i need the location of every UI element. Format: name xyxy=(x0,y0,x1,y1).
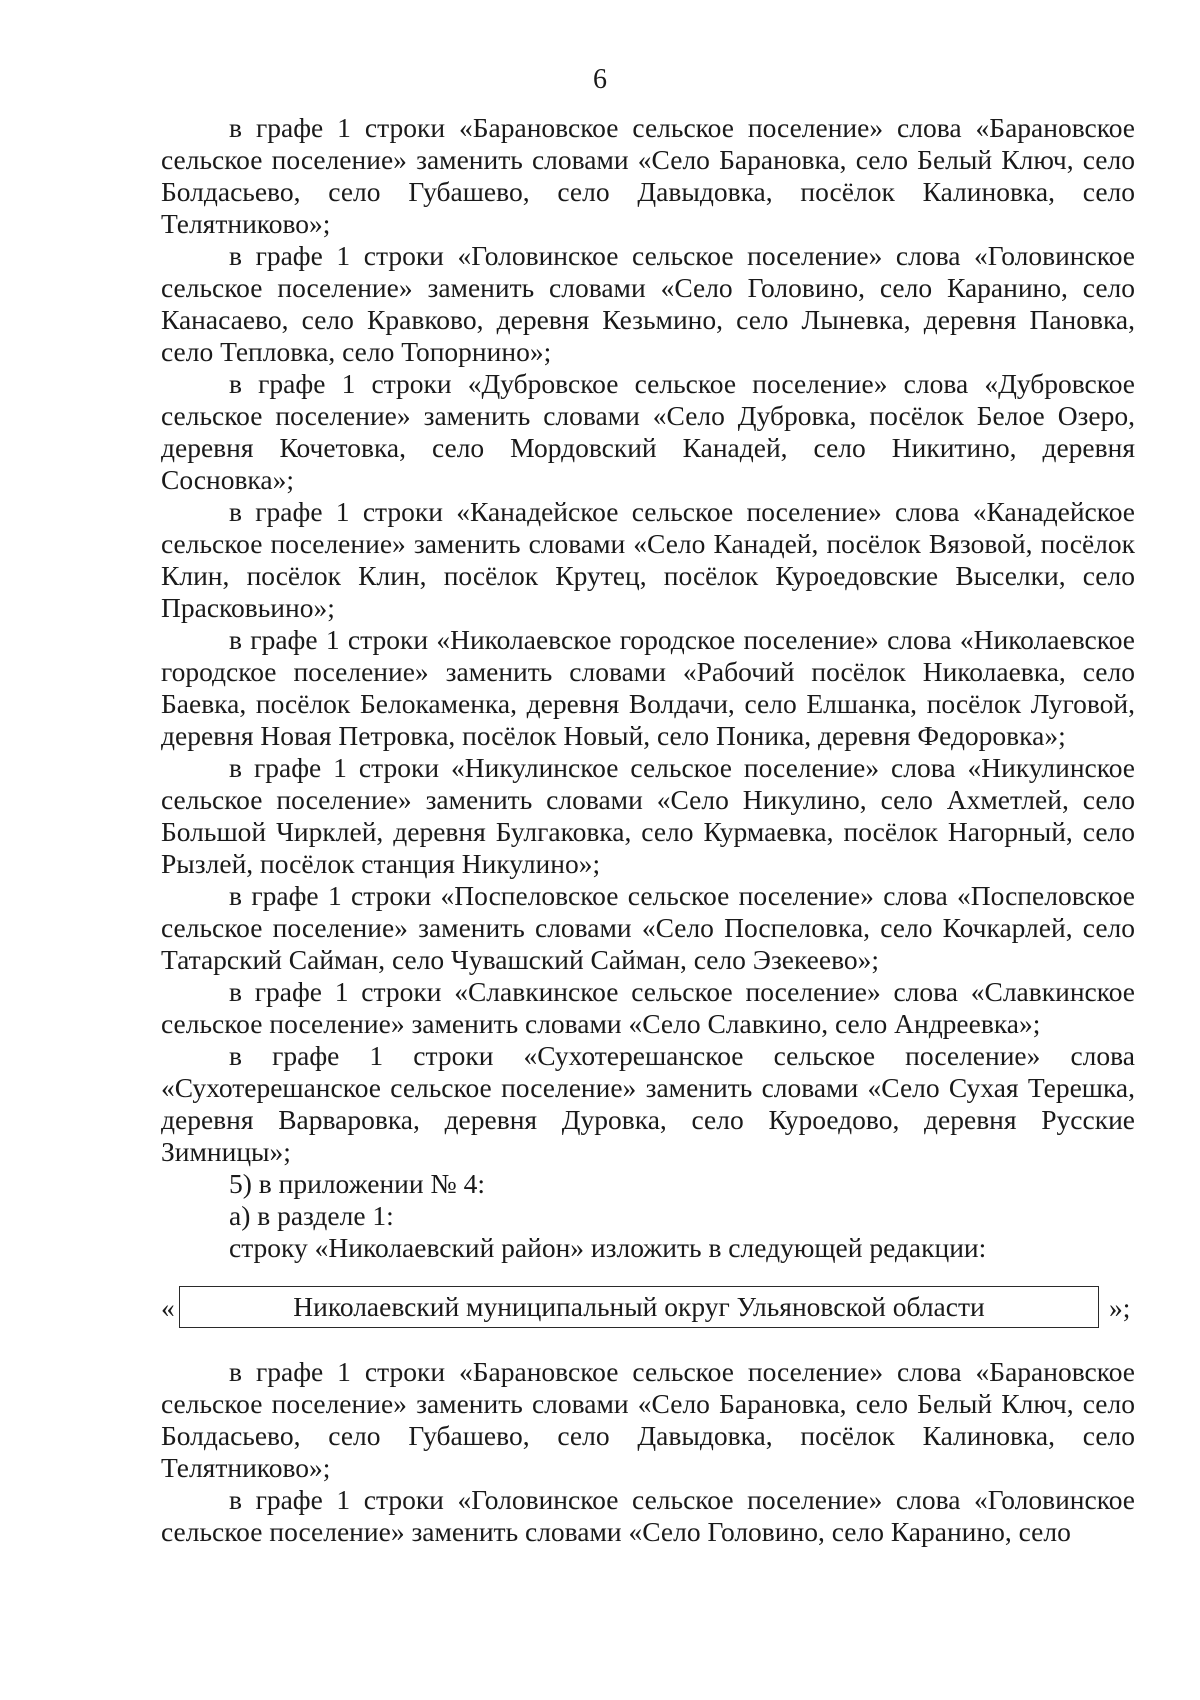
paragraph-baranovskoe: в графе 1 строки «Барановское сельское поселение» слова «Барановское сельское поселение» заменить словами «Село Барановка, село Белый Ключ, село Болдасьево, село Губашево, село Давыдовка, посёлок Калиновка, село Телятниково»; xyxy=(161,112,1135,239)
paragraph-nikulinskoe: в графе 1 строки «Никулинское сельское поселение» слова «Никулинское сельское поселение» заменить словами «Село Никулино, село Ахметлей, село Большой Чирклей, деревня Булгаковка, село Курмаевка, посёлок Нагорный, село Рызлей, посёлок станция Никулино»; xyxy=(161,752,1135,879)
boxed-table-row xyxy=(161,1286,1135,1334)
paragraph-kanadeyskoe: в графе 1 строки «Канадейское сельское поселение» слова «Канадейское сельское поселение» заменить словами «Село Канадей, посёлок Вязовой, посёлок Клин, посёлок Клин, посёлок Крутец, посёлок Куроедовские Выселки, село Прасковьино»; xyxy=(161,496,1135,623)
paragraph-baranovskoe-section: в графе 1 строки «Барановское сельское поселение» слова «Барановское сельское поселение» заменить словами «Село Барановка, село Белый Ключ, село Болдасьево, село Губашево, село Давыдовка, посёлок Калиновка, село Телятниково»; xyxy=(161,1356,1135,1483)
paragraph-nikolaevskoe: в графе 1 строки «Николаевское городское поселение» слова «Николаевское городское поселение» заменить словами «Рабочий посёлок Николаевка, село Баевка, посёлок Белокаменка, деревня Волдачи, село Елшанка, посёлок Луговой, деревня Новая Петровка, посёлок Новый, село Поника, деревня Федоровка»; xyxy=(161,624,1135,751)
paragraph-sukhotereshanskoe: в графе 1 строки «Сухотерешанское сельское поселение» слова «Сухотерешанское сельское поселение» заменить словами «Село Сухая Терешка, деревня Варваровка, деревня Дуровка, село Куроедово, деревня Русские Зимницы»; xyxy=(161,1040,1135,1167)
close-quote: »; xyxy=(1109,1292,1131,1323)
page-number: 6 xyxy=(593,64,607,95)
document-body xyxy=(161,112,1135,1548)
item-row-instruction: строку «Николаевский район» изложить в следующей редакции: xyxy=(229,1232,987,1263)
paragraph-golovinskoe-section: в графе 1 строки «Головинское сельское поселение» слова «Головинское сельское поселение» заменить словами «Село Головино, село Каранино, село xyxy=(161,1484,1135,1547)
open-quote: « xyxy=(161,1292,175,1323)
item-appendix-4: 5) в приложении № 4: xyxy=(229,1168,485,1199)
boxed-table-cell: Николаевский муниципальный округ Ульяновской области xyxy=(179,1286,1099,1328)
item-section-1: а) в разделе 1: xyxy=(229,1200,394,1231)
paragraph-golovinskoe: в графе 1 строки «Головинское сельское поселение» слова «Головинское сельское поселение» заменить словами «Село Головино, село Каранино, село Канасаево, село Кравково, деревня Кезьмино, село Лыневка, деревня Пановка, село Тепловка, село Топорнино»; xyxy=(161,240,1135,367)
paragraph-slavkinskoe: в графе 1 строки «Славкинское сельское поселение» слова «Славкинское сельское поселение» заменить словами «Село Славкино, село Андреевка»; xyxy=(161,976,1135,1039)
paragraph-pospelovskoe: в графе 1 строки «Поспеловское сельское поселение» слова «Поспеловское сельское поселение» заменить словами «Село Поспеловка, село Кочкарлей, село Татарский Сайман, село Чувашский Сайман, село Эзекеево»; xyxy=(161,880,1135,975)
paragraph-dubrovskoe: в графе 1 строки «Дубровское сельское поселение» слова «Дубровское сельское поселение» заменить словами «Село Дубровка, посёлок Белое Озеро, деревня Кочетовка, село Мордовский Канадей, село Никитино, деревня Сосновка»; xyxy=(161,368,1135,495)
